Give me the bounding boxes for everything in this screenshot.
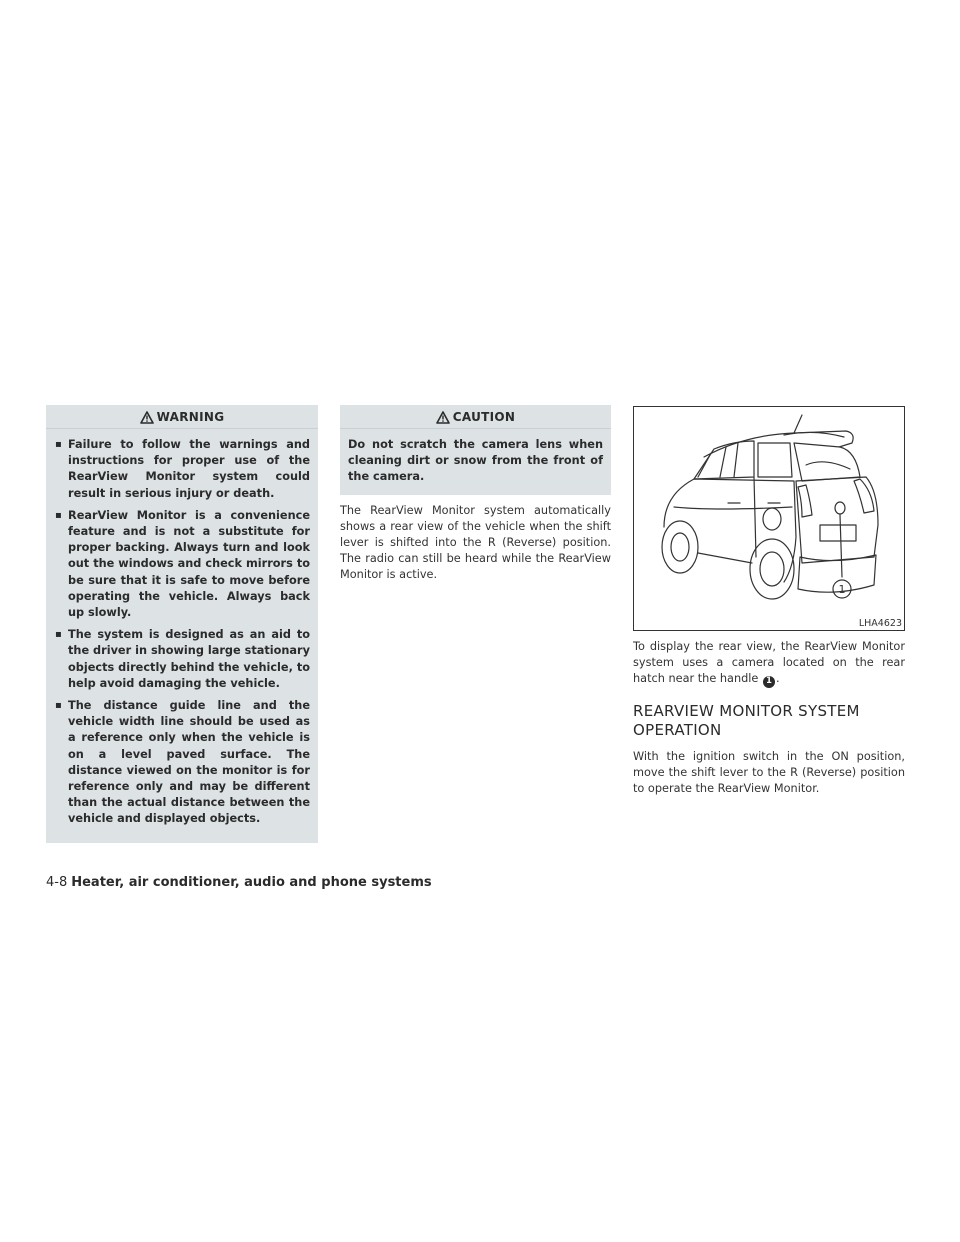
warning-item: ▪ The distance guide line and the vehicle width line should be used as a reference only when the vehicle is on a level paved surface. The distance viewed on the monitor is for reference only and may be different than the actual distance between the vehicle and displayed objects.	[54, 698, 310, 828]
chapter-title: Heater, air conditioner, audio and phone systems	[71, 875, 432, 890]
caution-title: CAUTION	[452, 410, 516, 424]
warning-header	[46, 405, 318, 429]
warning-list	[54, 437, 310, 828]
warning-item: ▪ RearView Monitor is a convenience feature and is not a substitute for proper backing. Always turn and look out the windows and check mirrors to be sure that it is safe to move before operating the vehicle. Always back up slowly.	[54, 508, 310, 621]
caution-triangle-icon	[436, 411, 450, 424]
car-rear-figure	[633, 406, 905, 631]
camera-location-text	[633, 639, 905, 688]
caution-box	[340, 405, 611, 495]
figure-column	[633, 405, 905, 797]
figure-callout-label: 1	[838, 583, 846, 596]
camera-location-after: .	[775, 672, 780, 686]
operation-text: With the ignition switch in the ON position, move the shift lever to the R (Reverse) position to operate the RearView Monitor.	[633, 749, 905, 796]
car-rear-illustration-icon	[634, 407, 904, 630]
section-heading: REARVIEW MONITOR SYSTEM OPERATION	[633, 701, 860, 739]
rearview-description: The RearView Monitor system automatically shows a rear view of the vehicle when the shift lever is shifted into the R (Reverse) position. The radio can still be heard while the RearView Monitor is active.	[340, 503, 611, 582]
warning-column	[46, 405, 318, 843]
warning-item: ▪ Failure to follow the warnings and instructions for proper use of the RearView Monitor system could result in serious injury or death.	[54, 437, 310, 502]
caution-text: Do not scratch the camera lens when cleaning dirt or snow from the front of the camera.	[348, 438, 603, 484]
figure-code: LHA4623	[858, 618, 902, 629]
warning-title: WARNING	[156, 410, 225, 424]
caution-column	[340, 405, 611, 584]
warning-box	[46, 405, 318, 843]
page-footer	[46, 875, 432, 890]
warning-triangle-icon	[140, 411, 154, 424]
caution-header	[340, 405, 611, 429]
warning-item: ▪ The system is designed as an aid to the driver in showing large stationary objects directly behind the vehicle, to help avoid damaging the vehicle.	[54, 627, 310, 692]
camera-location-before: To display the rear view, the RearView Monitor system uses a camera located on the rear hatch near the handle	[633, 640, 905, 686]
page-number: 4-8	[46, 875, 68, 890]
callout-badge: 1	[763, 676, 775, 688]
